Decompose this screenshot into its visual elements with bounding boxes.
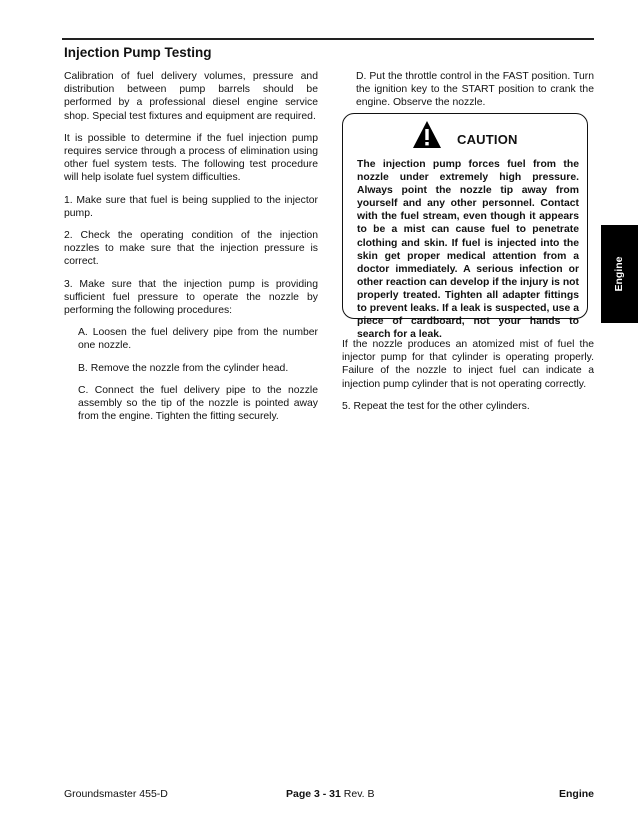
footer-page-number: Page 3 - 31: [286, 788, 341, 800]
chapter-tab-label: Engine: [613, 256, 625, 292]
footer-revision: Rev. B: [340, 788, 375, 800]
intro-paragraph-1: Calibration of fuel delivery volumes, pressure and distribution between pump barrels should be performed by a professional diesel engine service shop. Special test fixtures and equipment are required.: [64, 71, 318, 122]
sub-step-d: D. Put the throttle control in the FAST position. Turn the ignition key to the START position to crank the engine. Observe the nozzle.: [356, 71, 594, 109]
footer-page: [286, 788, 375, 800]
caution-header: [343, 120, 587, 156]
caution-box: [342, 113, 588, 341]
caution-label: CAUTION: [457, 132, 518, 147]
step-1: 1. Make sure that fuel is being supplied to the injector pump.: [64, 194, 318, 219]
result-paragraph: If the nozzle produces an atomized mist of fuel the injector pump for that cylinder is operating properly. Failure of the nozzle to inject fuel can indicate a injection pump cylinder that is not operating correctly.: [342, 339, 594, 390]
step-3: 3. Make sure that the injection pump is providing sufficient fuel pressure to operate the nozzle by performing the following procedures:: [64, 278, 318, 317]
left-column: [64, 70, 318, 432]
sub-step-b: B. Remove the nozzle from the cylinder head.: [78, 362, 289, 374]
top-rule: [62, 38, 594, 40]
right-column-continued: [342, 338, 594, 422]
section-title: Injection Pump Testing: [64, 45, 212, 60]
sub-step-c: C. Connect the fuel delivery pipe to the nozzle assembly so the tip of the nozzle is pointed away from the engine. Tighten the fitting securely.: [78, 384, 318, 423]
intro-paragraph-2: It is possible to determine if the fuel injection pump requires service through a process of elimination using other fuel system tests. The following test procedure will help isolate fuel system difficulties.: [64, 132, 318, 184]
chapter-tab: [601, 225, 638, 323]
footer-model: Groundsmaster 455-D: [64, 788, 168, 800]
step-5: 5. Repeat the test for the other cylinders.: [342, 400, 530, 412]
step-2: 2. Check the operating condition of the injection nozzles to make sure that the injection pressure is correct.: [64, 230, 318, 268]
warning-triangle-icon: [412, 120, 442, 150]
right-column: [342, 70, 594, 119]
caution-text: The injection pump forces fuel from the nozzle under extremely high pressure. Always point the nozzle tip away from yourself and any other personnel. Contact with the fuel stream, even though it appears to be a mist can cause fuel to penetrate clothing and skin. If fuel is injected into the skin get proper medical attention from a doctor immediately. A serious infection or other reaction can develop if the injury is not properly treated. Tighten all adapter fittings to prevent leaks. If a leak is suspected, use a piece of cardboard, not your hands to search for a leak.: [357, 159, 579, 341]
sub-step-a: A. Loosen the fuel delivery pipe from the number one nozzle.: [78, 327, 318, 352]
footer-chapter: Engine: [558, 788, 594, 800]
